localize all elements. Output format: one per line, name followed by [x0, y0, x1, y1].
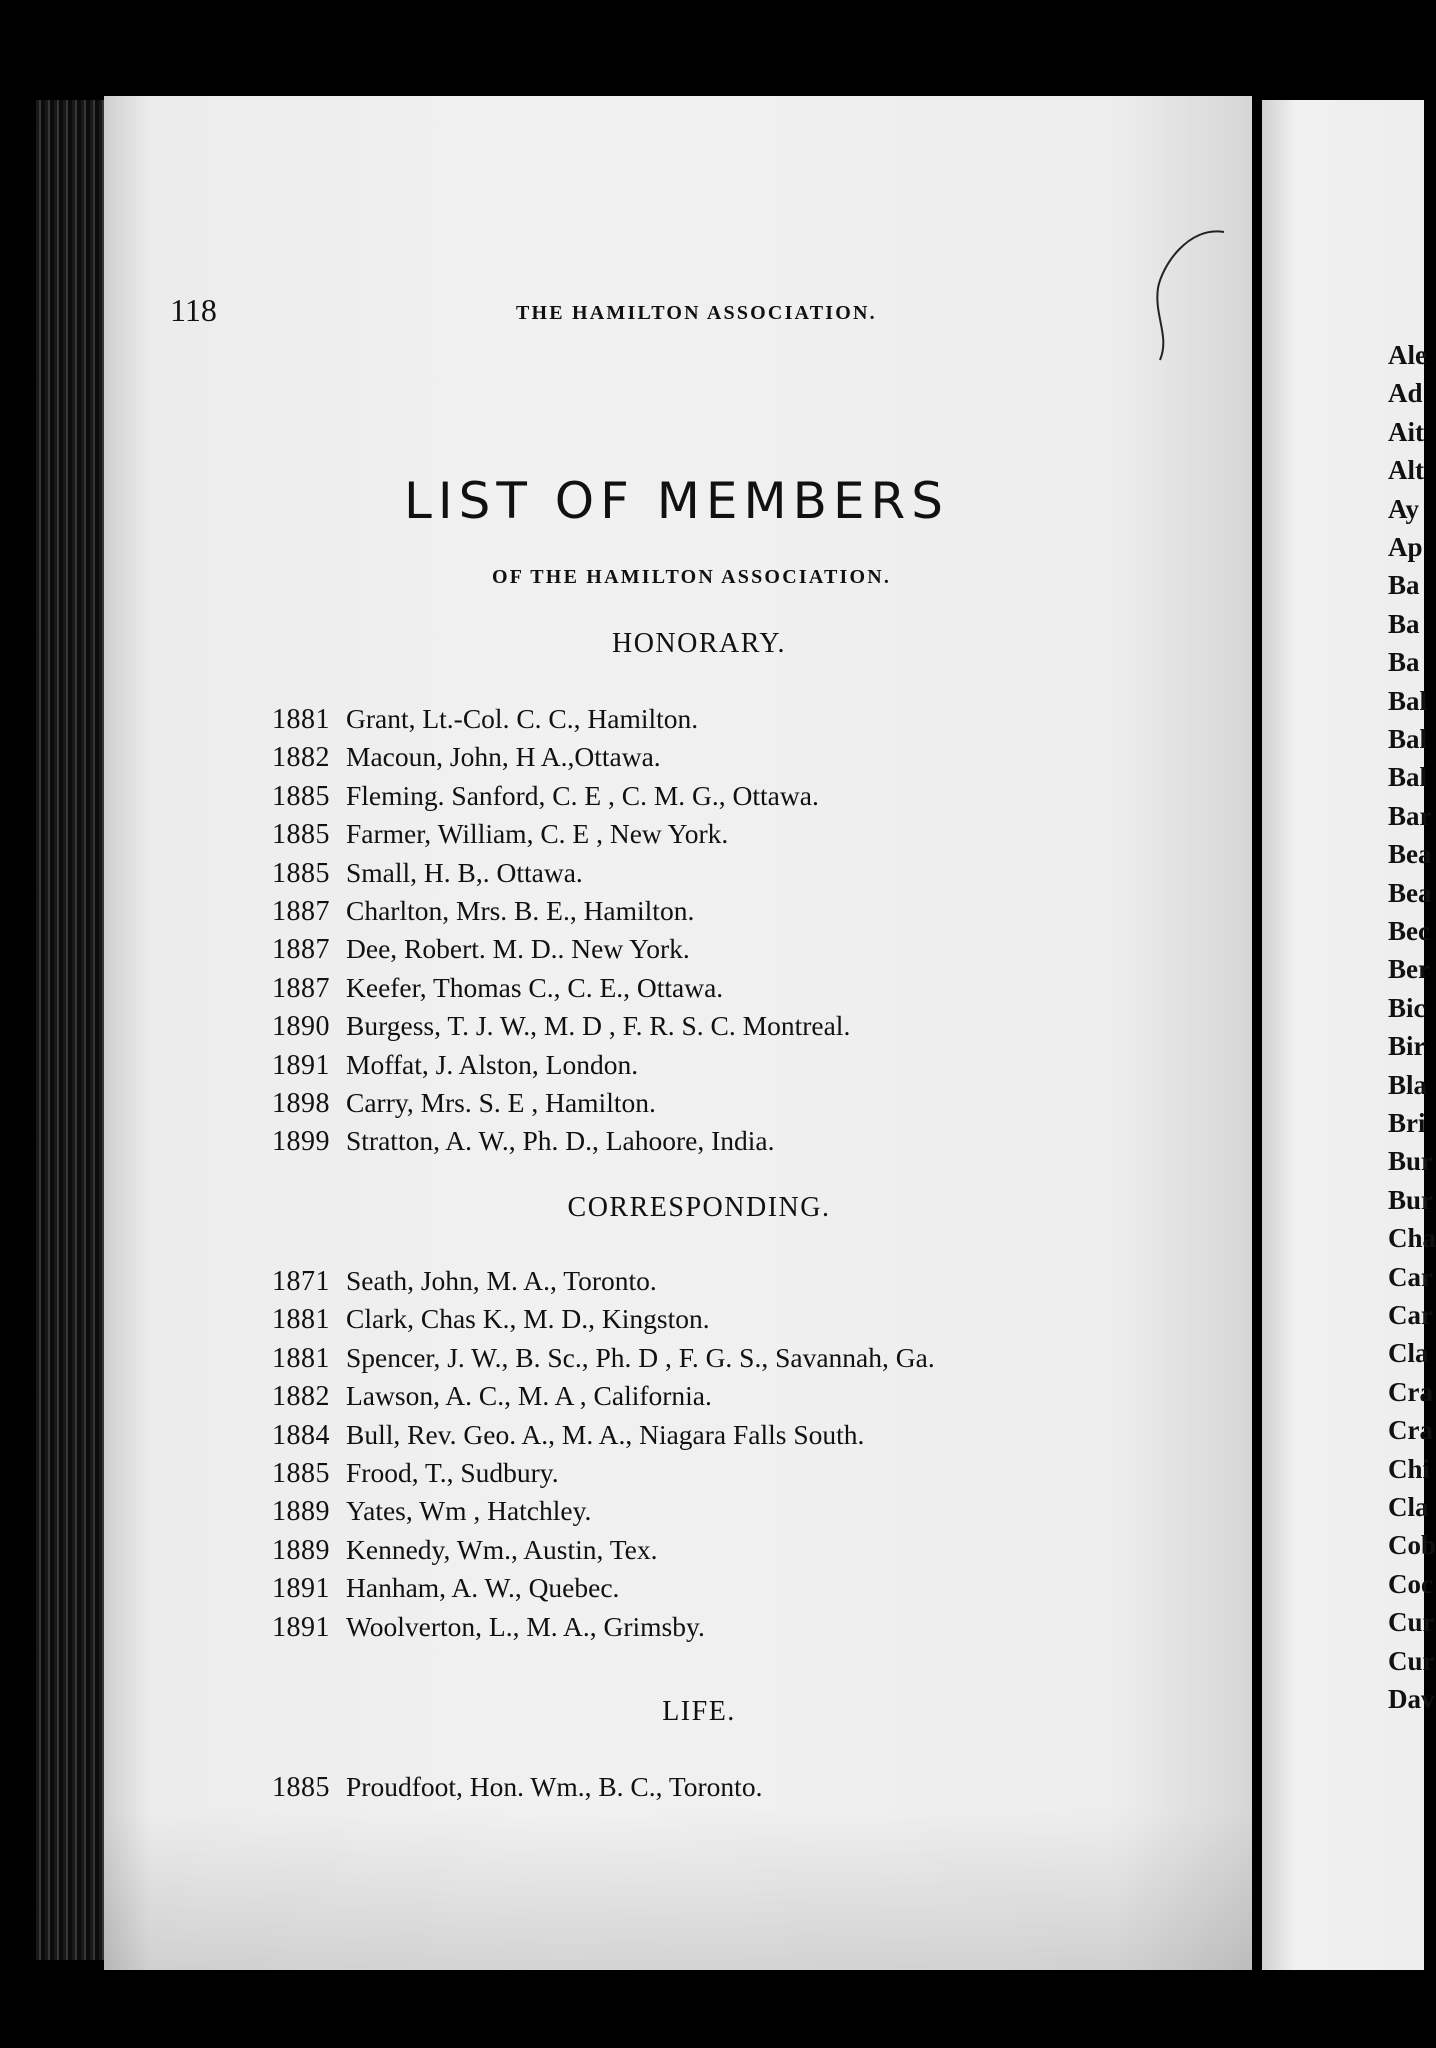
member-year: 1891	[272, 1573, 330, 1605]
facing-page-fragment: Bec	[1388, 916, 1430, 946]
facing-page-fragment: Bal	[1388, 762, 1428, 793]
member-year: 1887	[272, 895, 330, 927]
member-year: 1885	[272, 1457, 330, 1489]
facing-page-fragment: Cla	[1388, 1338, 1429, 1369]
facing-page-fragment: Car	[1388, 1261, 1433, 1292]
facing-page-fragment: Chi	[1388, 1453, 1431, 1484]
member-year: 1885	[272, 857, 330, 889]
member-year: 1887	[272, 934, 330, 966]
member-name: Farmer, William, C. E , New York.	[346, 818, 729, 850]
member-year: 1887	[272, 972, 330, 1004]
member-name: Grant, Lt.-Col. C. C., Hamilton.	[346, 703, 699, 734]
facing-page-fragment: Ad	[1388, 378, 1423, 409]
member-year: 1881	[272, 704, 330, 735]
member-name: Burgess, T. J. W., M. D , F. R. S. C. Montreal.	[346, 1010, 851, 1042]
member-name: Clark, Chas K., M. D., Kingston.	[346, 1303, 710, 1335]
member-list-honorary	[272, 700, 850, 1161]
facing-page-fragment: Bla	[1388, 1069, 1428, 1100]
facing-page-fragment: Dav	[1388, 1684, 1435, 1714]
member-year: 1881	[272, 1304, 330, 1336]
facing-page-fragment: Bur	[1388, 1146, 1434, 1177]
member-name: Dee, Robert. M. D.. New York.	[346, 933, 690, 965]
facing-page-fragment: Cob	[1388, 1530, 1436, 1561]
member-year: 1891	[272, 1611, 330, 1643]
member-entry	[272, 815, 850, 853]
facing-page-fragment: Ay	[1388, 493, 1419, 524]
running-header: THE HAMILTON ASSOCIATION.	[516, 302, 877, 324]
facing-page-fragment: Ba	[1388, 570, 1420, 601]
member-name: Lawson, A. C., M. A , California.	[346, 1380, 712, 1412]
member-year: 1884	[272, 1419, 330, 1451]
member-entry	[272, 854, 850, 892]
member-entry	[272, 1122, 850, 1160]
member-year: 1871	[272, 1266, 330, 1297]
member-year: 1882	[272, 742, 330, 774]
facing-page-fragment: Ait	[1388, 416, 1424, 447]
member-list-life	[272, 1768, 762, 1806]
member-name: Frood, T., Sudbury.	[346, 1456, 559, 1488]
member-entry	[272, 1046, 850, 1084]
member-name: Proudfoot, Hon. Wm., B. C., Toronto.	[346, 1771, 763, 1802]
facing-page-fragment: Ba	[1388, 608, 1420, 639]
member-list-corresponding	[272, 1262, 935, 1646]
facing-page-fragment: Bar	[1388, 800, 1432, 831]
member-name: Small, H. B,. Ottawa.	[346, 856, 583, 888]
member-entry	[272, 930, 850, 968]
section-heading-corresponding: CORRESPONDING.	[567, 1192, 831, 1223]
facing-page-fragment: Bri	[1388, 1108, 1426, 1138]
member-entry	[272, 1416, 935, 1454]
member-entry	[272, 969, 850, 1007]
member-name: Moffat, J. Alston, London.	[346, 1048, 639, 1080]
member-entry	[272, 738, 850, 776]
member-year: 1885	[272, 819, 330, 851]
facing-page-fragment: Cur	[1388, 1607, 1435, 1638]
member-entry	[272, 892, 850, 930]
member-name: Kennedy, Wm., Austin, Tex.	[346, 1533, 658, 1565]
facing-page-fragment: Car	[1388, 1300, 1433, 1330]
member-year: 1899	[272, 1126, 330, 1158]
member-name: Spencer, J. W., B. Sc., Ph. D , F. G. S., Savannah, Ga.	[346, 1341, 935, 1373]
member-entry	[272, 1531, 935, 1569]
pencil-mark	[1148, 226, 1228, 376]
facing-page-fragment: Cha	[1388, 1223, 1436, 1254]
member-entry	[272, 1608, 935, 1646]
facing-page-fragment: Bea	[1388, 839, 1432, 870]
member-entry	[272, 1377, 935, 1415]
member-name: Hanham, A. W., Quebec.	[346, 1572, 620, 1604]
facing-page-fragment: Bic	[1388, 992, 1426, 1023]
member-entry	[272, 1007, 850, 1045]
member-entry	[272, 1454, 935, 1492]
member-name: Seath, John, M. A., Toronto.	[346, 1265, 657, 1296]
facing-page-fragment: Cra	[1388, 1376, 1433, 1407]
facing-page	[1262, 100, 1436, 1970]
member-entry	[272, 1084, 850, 1122]
member-name: Keefer, Thomas C., C. E., Ottawa.	[346, 971, 724, 1003]
page-subtitle: OF THE HAMILTON ASSOCIATION.	[492, 566, 892, 588]
page-title: LIST OF MEMBERS	[404, 472, 950, 530]
member-name: Woolverton, L., M. A., Grimsby.	[346, 1610, 705, 1642]
member-year: 1881	[272, 1342, 330, 1374]
member-year: 1889	[272, 1534, 330, 1566]
page-number: 118	[170, 292, 217, 328]
member-name: Carry, Mrs. S. E , Hamilton.	[346, 1086, 656, 1118]
facing-page-fragment: Ale	[1388, 340, 1427, 370]
member-name: Yates, Wm , Hatchley.	[346, 1495, 592, 1527]
facing-page-fragment: Cra	[1388, 1415, 1433, 1446]
member-year: 1885	[272, 780, 330, 812]
member-year: 1882	[272, 1381, 330, 1413]
member-name: Stratton, A. W., Ph. D., Lahoore, India.	[346, 1125, 775, 1157]
facing-page-fragment: Ber	[1388, 954, 1430, 985]
member-entry	[272, 1262, 935, 1300]
member-year: 1898	[272, 1087, 330, 1119]
member-name: Macoun, John, H A.,Ottawa.	[346, 741, 661, 773]
member-year: 1890	[272, 1011, 330, 1043]
member-year: 1889	[272, 1496, 330, 1528]
facing-page-fragment: Ba	[1388, 647, 1420, 678]
section-heading-honorary: HONORARY.	[611, 628, 787, 659]
facing-page-fragment: Cla	[1388, 1492, 1429, 1522]
facing-page-fragment: Bal	[1388, 685, 1428, 716]
facing-page-fragment: Bal	[1388, 724, 1428, 754]
facing-page-fragment: Bir	[1388, 1031, 1426, 1062]
member-year: 1885	[272, 1772, 330, 1803]
facing-page-fragment: Ap	[1388, 532, 1423, 562]
member-entry	[272, 777, 850, 815]
facing-page-fragment: Coc	[1388, 1568, 1433, 1599]
facing-page-fragment: Cur	[1388, 1645, 1435, 1676]
member-name: Fleming. Sanford, C. E , C. M. G., Ottawa.	[346, 779, 819, 811]
section-heading-life: LIFE.	[662, 1696, 736, 1727]
book-spine-edge	[36, 100, 106, 1960]
member-entry	[272, 1492, 935, 1530]
member-entry	[272, 1768, 762, 1806]
facing-page-fragment: Bur	[1388, 1184, 1434, 1215]
member-entry	[272, 1339, 935, 1377]
member-name: Charlton, Mrs. B. E., Hamilton.	[346, 894, 695, 926]
member-year: 1891	[272, 1049, 330, 1081]
facing-page-fragment: Alt	[1388, 455, 1424, 486]
member-entry	[272, 1569, 935, 1607]
member-name: Bull, Rev. Geo. A., M. A., Niagara Falls South.	[346, 1418, 865, 1450]
member-entry	[272, 1300, 935, 1338]
facing-page-fragment: Bea	[1388, 877, 1432, 908]
member-entry	[272, 700, 850, 738]
